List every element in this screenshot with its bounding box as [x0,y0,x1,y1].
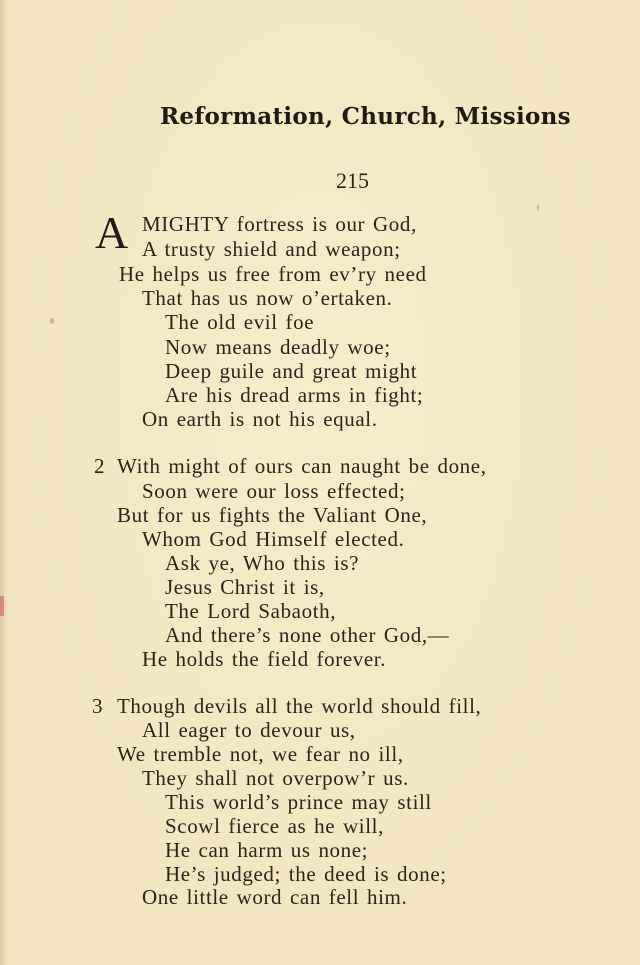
page-speck [50,318,54,324]
verse-line: All eager to devour us, [142,718,356,742]
verse-line: Whom God Himself elected. [142,527,405,551]
verse-number: 3 [92,694,103,718]
verse-line: Jesus Christ it is, [165,575,325,599]
verse-line: MIGHTY fortress is our God, [142,212,417,236]
verse-number: 2 [94,454,105,478]
page-edge-shadow [0,0,8,965]
verse-line: Are his dread arms in fight; [165,383,424,407]
verse-line: A trusty shield and weapon; [142,237,401,261]
verse-line: With might of ours can naught be done, [117,454,487,478]
section-title: Reformation, Church, Missions [160,103,571,130]
verse-line: And there’s none other God,— [165,623,450,647]
verse-line: He’s judged; the deed is done; [165,862,447,886]
verse-line: Deep guile and great might [165,359,418,383]
verse-line: On earth is not his equal. [142,407,378,431]
verse-line: Ask ye, Who this is? [165,551,360,575]
verse-line: The Lord Sabaoth, [165,599,337,623]
verse-line: Now means deadly woe; [165,335,391,359]
hymn-number: 215 [336,168,369,193]
verse-line: This world’s prince may still [165,790,432,814]
margin-mark [0,596,4,616]
verse-line: He holds the field forever. [142,647,387,671]
verse-line: He can harm us none; [165,838,369,862]
verse-line: Though devils all the world should fill, [117,694,482,718]
verse-line: Scowl fierce as he will, [165,814,384,838]
verse-line: We tremble not, we fear no ill, [117,742,404,766]
verse-line: Soon were our loss effected; [142,479,406,503]
verse-line: He helps us free from ev’ry need [119,262,427,286]
drop-cap: A [95,207,129,258]
verse-line: But for us fights the Valiant One, [117,503,428,527]
verse-line: They shall not overpow’r us. [142,766,409,790]
verse-line: The old evil foe [165,310,315,334]
verse-line: One little word can fell him. [142,885,408,909]
page-speck [537,204,539,211]
verse-line: That has us now o’ertaken. [142,286,393,310]
